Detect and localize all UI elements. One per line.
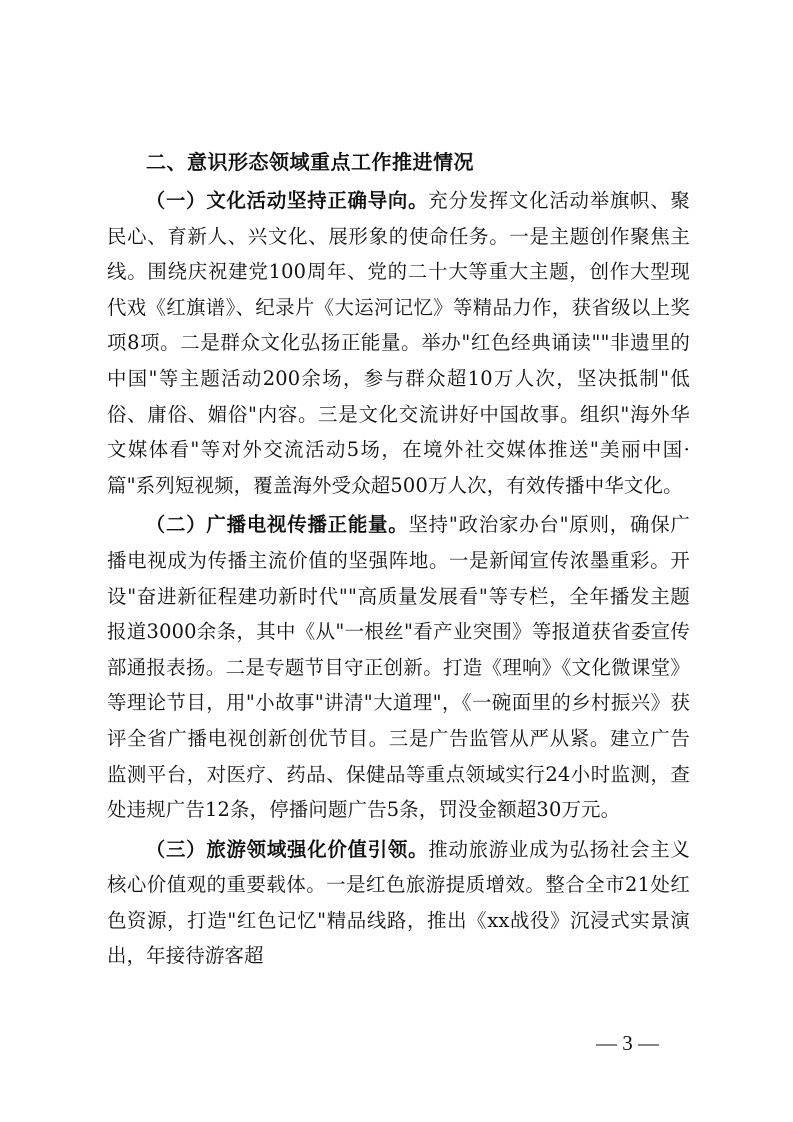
paragraph-text: 充分发挥文化活动举旗帜、聚民心、育新人、兴文化、展形象的使命任务。一是主题创作聚焦主线。围绕庆祝建党100周年、党的二十大等重大主题，创作大型现代戏《红旗谱》、纪录片《大运河记忆》等精品力作，获省级以上奖项8项。二是群众文化弘扬正能量。举办"红色经典诵读""非遗里的中国"等主题活动200余场，参与群众超10万人次，坚决抵制"低俗、庸俗、媚俗"内容。三是文化交流讲好中国故事。组织"海外华文媒体看"等对外交流活动5场，在境外社交媒体推送"美丽中国·篇"系列短视频，覆盖海外受众超500万人次，有效传播中华文化。 [107, 189, 690, 497]
paragraph-culture-activities [107, 183, 690, 503]
paragraph-text: 推动旅游业成为弘扬社会主义核心价值观的重要载体。一是红色旅游提质增效。整合全市21处红色资源，打造"红色记忆"精品线路，推出《xx战役》沉浸式实景演出，年接待游客超 [107, 837, 690, 968]
paragraph-radio-tv [107, 507, 690, 827]
paragraph-text: 坚持"政治家办台"原则，确保广播电视成为传播主流价值的坚强阵地。一是新闻宣传浓墨重彩。开设"奋进新征程建功新时代""高质量发展看"等专栏，全年播发主题报道3000余条，其中《从"一根丝"看产业突围》等报道获省委宣传部通报表扬。二是专题节目守正创新。打造《理响》《文化微课堂》等理论节目，用"小故事"讲清"大道理"，《一碗面里的乡村振兴》获评全省广播电视创新创优节目。三是广告监管从严从紧。建立广告监测平台，对医疗、药品、保健品等重点领域实行24小时监测，查处违规广告12条，停播问题广告5条，罚没金额超30万元。 [107, 513, 690, 822]
paragraph-lead: （二）广播电视传播正能量。 [145, 513, 409, 537]
paragraph-tourism [107, 832, 690, 974]
paragraph-lead: （一）文化活动坚持正确导向。 [145, 189, 429, 212]
section-heading: 二、意识形态领域重点工作推进情况 [146, 150, 474, 174]
paragraph-lead: （三）旅游领域强化价值引领。 [145, 837, 429, 861]
body-text [107, 183, 690, 978]
page-number: — 3 — [596, 1031, 659, 1055]
